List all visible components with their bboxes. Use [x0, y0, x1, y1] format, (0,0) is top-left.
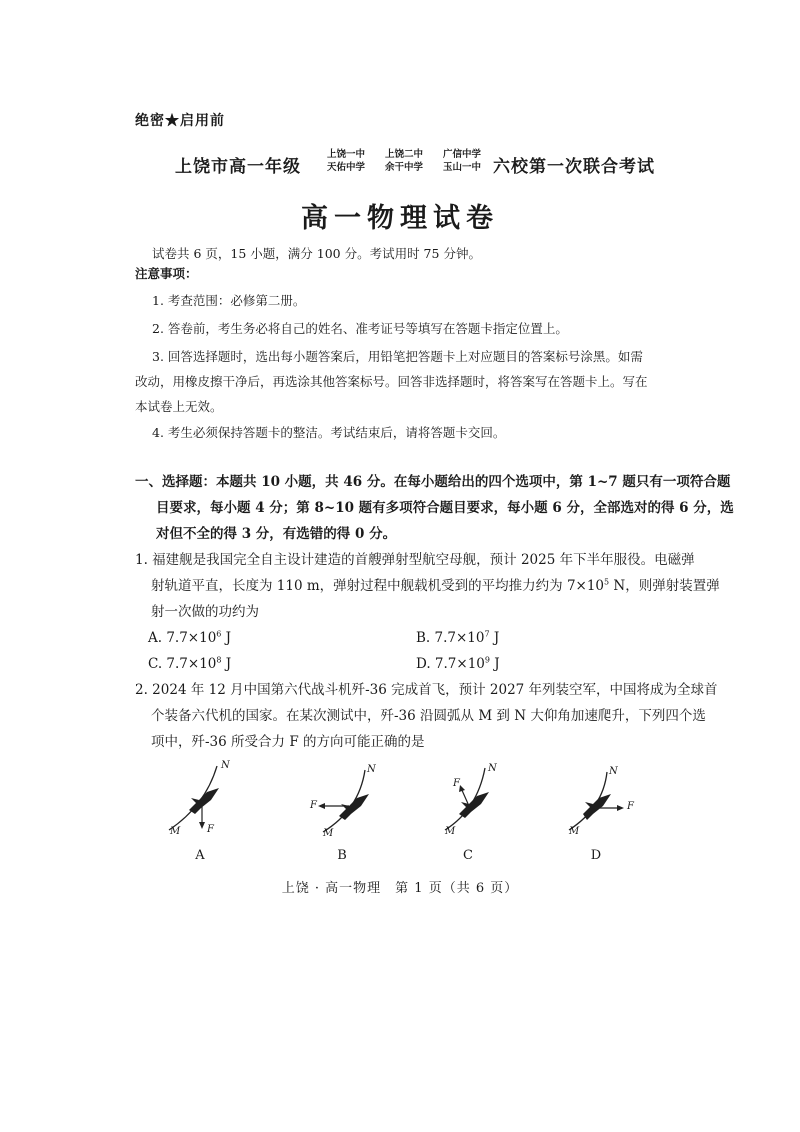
option-base: A. 7.7×10 — [148, 630, 217, 646]
point-n-label: N — [367, 764, 376, 775]
figure-c — [413, 758, 523, 868]
school-name: 余干中学 — [385, 162, 424, 173]
option-unit: J — [221, 630, 232, 646]
option-c — [148, 656, 231, 673]
point-n-label: N — [609, 766, 618, 777]
section-instructions: 一、选择题：本题共 10 小题，共 46 分。在每小题给出的四个选项中，第 1~7 题只有一项符合题 — [135, 474, 731, 490]
city-grade: 上饶市高一年级 — [175, 157, 301, 177]
joint-exam-name: 六校第一次联合考试 — [493, 157, 655, 177]
note-item: 本试卷上无效。 — [135, 399, 223, 414]
figure-label: C — [463, 848, 473, 863]
question-1-text — [151, 578, 720, 595]
exponent: 8 — [216, 655, 222, 665]
question-2-text: 2. 2024 年 12 月中国第六代战斗机歼-36 完成首飞，预计 2027 年列装空军，中国将成为全球首 — [135, 682, 718, 698]
figure-d — [541, 758, 651, 868]
exponent: 5 — [604, 577, 610, 587]
figure-label: A — [195, 848, 205, 863]
question-1-text: 1. 福建舰是我国完全自主设计建造的首艘弹射型航空母舰，预计 2025 年下半年服役。电磁弹 — [135, 552, 695, 568]
point-m-label: M — [323, 828, 334, 839]
note-item: 1. 考查范围：必修第二册。 — [152, 293, 306, 308]
note-item: 4. 考生必须保持答题卡的整洁。考试结束后，请将答题卡交回。 — [152, 425, 506, 440]
option-base: B. 7.7×10 — [416, 630, 485, 646]
exponent: 9 — [484, 655, 490, 665]
option-b — [416, 630, 499, 647]
note-item: 2. 答卷前，考生务必将自己的姓名、准考证号等填写在答题卡指定位置上。 — [152, 321, 568, 336]
point-m-label: M — [569, 826, 580, 837]
question-text-part: 射轨道平直，长度为 110 m，弹射过程中舰载机受到的平均推力约为 7×10 — [151, 578, 605, 594]
school-name: 上饶一中 — [327, 149, 366, 160]
option-unit: J — [489, 656, 500, 672]
force-label: F — [310, 800, 317, 811]
option-base: C. 7.7×10 — [148, 656, 217, 672]
school-list — [327, 148, 507, 174]
school-name: 上饶二中 — [385, 149, 424, 160]
option-base: D. 7.7×10 — [416, 656, 485, 672]
exponent: 7 — [484, 629, 490, 639]
notes-heading: 注意事项： — [135, 266, 198, 281]
point-m-label: M — [170, 826, 181, 837]
force-label: F — [207, 824, 214, 835]
paper-title: 高一物理试卷 — [301, 203, 499, 234]
page-footer: 上饶 · 高一物理 第 1 页（共 6 页） — [281, 881, 519, 896]
force-label: F — [453, 778, 460, 789]
question-1-text: 射一次做的功约为 — [151, 604, 259, 620]
option-unit: J — [489, 630, 500, 646]
note-item: 改动，用橡皮擦干净后，再选涂其他答案标号。回答非选择题时，将答案写在答题卡上。写在 — [135, 374, 648, 389]
exam-header — [175, 148, 655, 182]
option-a — [148, 630, 231, 647]
confidential-mark: 绝密★启用前 — [135, 113, 225, 129]
point-m-label: M — [445, 826, 456, 837]
figure-label: D — [590, 848, 602, 863]
point-n-label: N — [221, 760, 230, 771]
question-text-part: N，则弹射装置弹 — [609, 578, 720, 594]
note-item: 3. 回答选择题时，选出每小题答案后，用铅笔把答题卡上对应题目的答案标号涂黑。如需 — [152, 349, 643, 364]
point-n-label: N — [488, 763, 497, 774]
force-label: F — [627, 801, 634, 812]
school-name: 玉山一中 — [443, 162, 482, 173]
question-2-text: 个装备六代机的国家。在某次测试中，歼-36 沿圆弧从 M 到 N 大仰角加速爬升，下列四个选 — [151, 708, 706, 724]
school-name: 广信中学 — [443, 149, 482, 160]
section-instructions: 对但不全的得 3 分，有选错的得 0 分。 — [156, 526, 397, 542]
option-d — [416, 656, 500, 673]
question-2-text: 项中，歼-36 所受合力 F 的方向可能正确的是 — [151, 734, 425, 750]
figure-label: B — [337, 848, 347, 863]
option-unit: J — [221, 656, 232, 672]
exponent: 6 — [216, 629, 222, 639]
figure-b — [287, 758, 397, 868]
section-instructions: 目要求，每小题 4 分；第 8~10 题有多项符合题目要求，每小题 6 分，全部选对的得 6 分，选 — [156, 500, 734, 516]
school-name: 天佑中学 — [327, 162, 366, 173]
figure-a — [145, 758, 255, 868]
paper-summary: 试卷共 6 页，15 小题，满分 100 分。考试用时 75 分钟。 — [152, 246, 481, 261]
